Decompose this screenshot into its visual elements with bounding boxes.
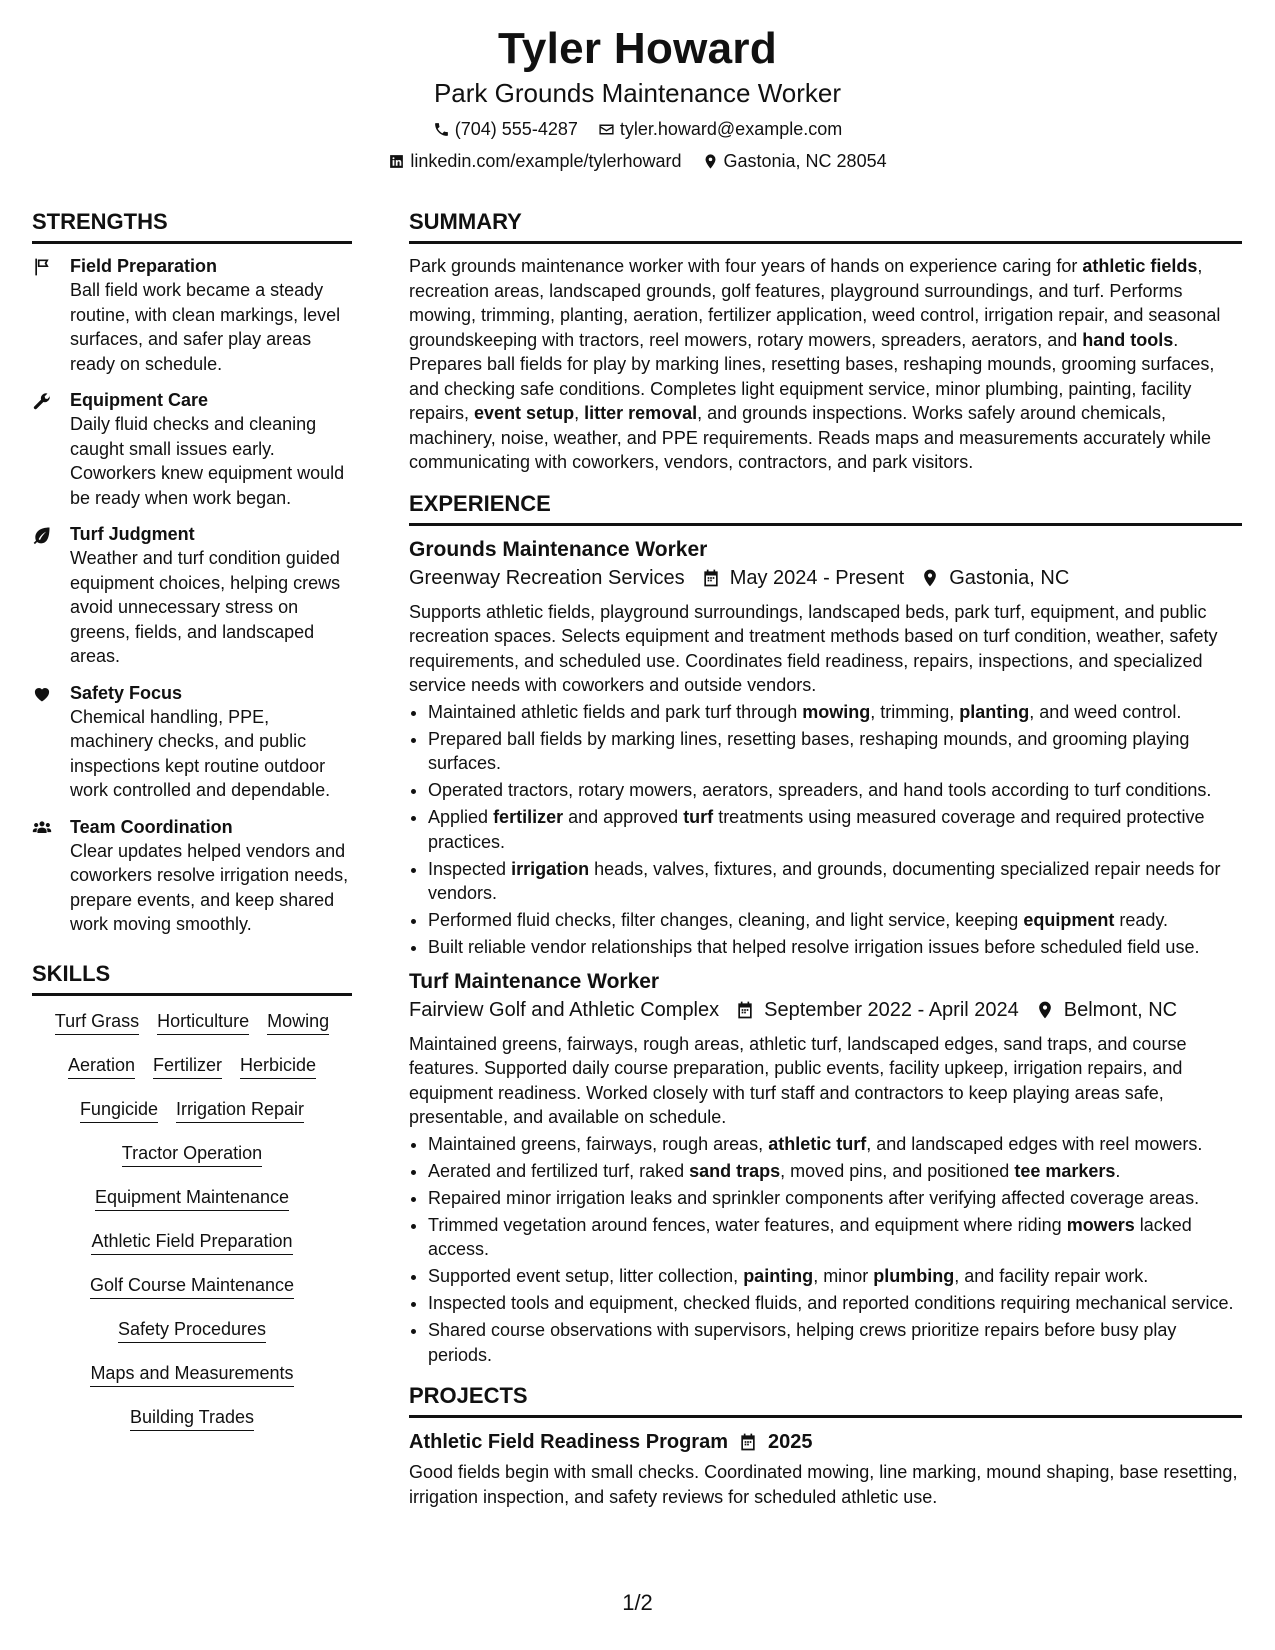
- job-bullet: • Maintained greens, fairways, rough areas, athletic turf, and landscaped edges with reel mowers.: [428, 1132, 1242, 1157]
- skill-tag: Tractor Operation: [122, 1142, 262, 1167]
- job-title: Turf Maintenance Worker: [409, 969, 660, 993]
- job-bullet: • Inspected irrigation heads, valves, fixtures, and grounds, documenting specialized repair needs for vendors.: [428, 857, 1242, 906]
- job-dates: May 2024 - Present: [729, 566, 905, 589]
- job-bullet: • Built reliable vendor relationships that helped resolve irrigation issues before scheduled field use.: [428, 935, 1242, 960]
- job-bullet: • Inspected tools and equipment, checked fluids, and reported conditions requiring mechanical service.: [428, 1291, 1242, 1316]
- job-meta: [409, 996, 1242, 1024]
- map-pin-icon: [702, 153, 719, 170]
- skill-tag: Athletic Field Preparation: [91, 1230, 292, 1255]
- strength-item: [32, 681, 352, 803]
- skills-heading: SKILLS: [32, 959, 352, 996]
- strengths-heading: STRENGTHS: [32, 207, 352, 244]
- location-item: [702, 150, 887, 172]
- job-dates: September 2022 - April 2024: [764, 998, 1019, 1021]
- strength-body: [70, 681, 352, 803]
- envelope-icon: [598, 121, 615, 138]
- strength-list: [32, 254, 352, 937]
- job-description: Maintained greens, fairways, rough areas, athletic turf, landscaped edges, sand traps, and course features. Supported daily course preparation, public events, facility upkeep, irrigation repairs, and equipment readiness. Worked closely with turf staff and contractors to keep playing areas safe, presentable, and available on schedule.: [409, 1033, 1187, 1127]
- strength-item: [32, 254, 352, 376]
- skills-list: [32, 1006, 352, 1431]
- summary-heading: SUMMARY: [409, 207, 1242, 244]
- linkedin-item[interactable]: [388, 150, 681, 172]
- strength-item: [32, 815, 352, 937]
- skill-row: [32, 1054, 352, 1079]
- strength-icon-wrap: [32, 522, 70, 669]
- flag-icon: [32, 257, 52, 277]
- strength-icon-wrap: [32, 815, 70, 937]
- projects-section: [409, 1381, 1242, 1509]
- linkedin-icon: [388, 153, 405, 170]
- skill-row: [32, 1406, 352, 1431]
- skill-row: [32, 1010, 352, 1035]
- job-meta: [409, 564, 1242, 592]
- projects-heading: PROJECTS: [409, 1381, 1242, 1418]
- strength-body: [70, 254, 352, 376]
- phone-text: (704) 555-4287: [454, 119, 578, 139]
- strength-title: Field Preparation: [70, 256, 218, 276]
- strength-icon-wrap: [32, 388, 70, 510]
- strength-icon-wrap: [32, 681, 70, 803]
- summary-text: Park grounds maintenance worker with four years of hands on experience caring for athletic fields, recreation areas, landscaped grounds, golf features, playground surroundings, and turf. Performs mowing, trimming, planting, aeration, fertilizer application, weed control, irrigation repair, and seasonal groundskeeping with tractors, reel mowers, rotary mowers, spreaders, aerators, and hand tools. Prepares ball fields for play by marking lines, resetting bases, reshaping mounds, grooming surfaces, and checking safe conditions. Completes light equipment service, minor plumbing, painting, facility repairs, event setup, litter removal, and grounds inspections. Works safely around chemicals, machinery, noise, weather, and PPE requirements. Reads maps and measurements accurately while communicating with coworkers, vendors, contractors, and park visitors.: [409, 256, 1221, 472]
- map-pin-icon: [1035, 1000, 1055, 1020]
- job-bullet: • Prepared ball fields by marking lines, resetting bases, reshaping mounds, and grooming playing surfaces.: [428, 727, 1242, 776]
- strength-desc: Daily fluid checks and cleaning caught small issues early. Coworkers knew equipment would be ready when work began.: [70, 414, 345, 508]
- project-year: 2025: [767, 1431, 813, 1453]
- calendar-icon: [738, 1432, 758, 1452]
- strength-desc: Clear updates helped vendors and coworkers resolve irrigation needs, prepare events, and keep shared work moving smoothly.: [70, 840, 349, 934]
- strength-title: Safety Focus: [70, 682, 183, 703]
- strength-icon-wrap: [32, 254, 70, 376]
- job-entry: [409, 968, 1242, 1368]
- strength-desc: Weather and turf condition guided equipment choices, helping crews avoid unnecessary stress on greens, fields, and landscaped areas.: [70, 548, 341, 666]
- job-location-item: [920, 564, 1069, 592]
- job-bullet: • Applied fertilizer and approved turf treatments using measured coverage and required protective practices.: [428, 805, 1242, 854]
- skill-row: [32, 1274, 352, 1299]
- job-bullet: • Trimmed vegetation around fences, water features, and equipment where riding mowers lacked access.: [428, 1213, 1242, 1262]
- strength-body: [70, 815, 352, 937]
- project-description: Good fields begin with small checks. Coordinated mowing, line marking, mound shaping, base resetting, irrigation inspection, and safety reviews for scheduled athletic use.: [409, 1462, 1238, 1507]
- skill-tag: Herbicide: [240, 1054, 316, 1079]
- location-text: Gastonia, NC 28054: [723, 151, 887, 171]
- strengths-section: [32, 207, 352, 937]
- skill-row: [32, 1362, 352, 1387]
- wrench-icon: [32, 391, 52, 411]
- linkedin-text: linkedin.com/example/tylerhoward: [410, 151, 682, 171]
- job-bullet: • Supported event setup, litter collection, painting, minor plumbing, and facility repair work.: [428, 1264, 1242, 1289]
- skill-row: [32, 1098, 352, 1123]
- skill-tag: Maps and Measurements: [90, 1362, 293, 1387]
- strength-item: [32, 388, 352, 510]
- strength-body: [70, 388, 352, 510]
- job-bullet: • Maintained athletic fields and park turf through mowing, trimming, planting, and weed control.: [428, 700, 1242, 725]
- job-dates-item: [701, 564, 905, 592]
- job-location: Belmont, NC: [1063, 998, 1178, 1021]
- job-bullet: • Shared course observations with supervisors, helping crews prioritize repairs before busy play periods.: [428, 1318, 1242, 1367]
- skill-row: [32, 1230, 352, 1255]
- job-location-item: [1035, 996, 1177, 1024]
- job-bullet: • Performed fluid checks, filter changes, cleaning, and light service, keeping equipment ready.: [428, 908, 1242, 933]
- job-company: Fairview Golf and Athletic Complex: [409, 998, 720, 1021]
- project-title: Athletic Field Readiness Program: [409, 1431, 728, 1453]
- leaf-icon: [32, 525, 52, 545]
- calendar-icon: [735, 1000, 755, 1020]
- contact-row-1: [0, 118, 1275, 140]
- phone-icon: [433, 121, 450, 138]
- job-location: Gastonia, NC: [949, 566, 1070, 589]
- left-column: [32, 207, 352, 1450]
- jobs-list: [409, 536, 1242, 1368]
- skill-tag: Safety Procedures: [118, 1318, 266, 1343]
- job-entry: [409, 536, 1242, 960]
- heart-icon: [32, 684, 52, 704]
- skill-row: [32, 1318, 352, 1343]
- summary-section: [409, 207, 1242, 475]
- experience-heading: EXPERIENCE: [409, 489, 1242, 526]
- strength-title: Equipment Care: [70, 390, 209, 410]
- candidate-title: Park Grounds Maintenance Worker: [433, 78, 842, 108]
- strength-desc: Ball field work became a steady routine, with clean markings, level surfaces, and safer play areas ready on schedule.: [70, 280, 341, 374]
- job-dates-item: [735, 996, 1019, 1024]
- project-title-row: [409, 1428, 1242, 1456]
- right-column: [409, 207, 1242, 1521]
- job-bullets: [409, 700, 1242, 960]
- skill-tag: Turf Grass: [55, 1010, 139, 1035]
- email-text: tyler.howard@example.com: [619, 119, 843, 139]
- calendar-icon: [701, 568, 721, 588]
- job-bullet: • Aerated and fertilized turf, raked sand traps, moved pins, and positioned tee markers.: [428, 1159, 1242, 1184]
- skill-tag: Irrigation Repair: [176, 1098, 304, 1123]
- strength-body: [70, 522, 352, 669]
- map-pin-icon: [920, 568, 940, 588]
- strength-title: Turf Judgment: [70, 524, 195, 544]
- project-entry: [409, 1428, 1242, 1509]
- skill-tag: Golf Course Maintenance: [90, 1274, 294, 1299]
- skill-tag: Aeration: [68, 1054, 135, 1079]
- candidate-name: Tyler Howard: [497, 24, 778, 73]
- skill-tag: Equipment Maintenance: [95, 1186, 289, 1211]
- strength-title: Team Coordination: [70, 816, 233, 837]
- job-company: Greenway Recreation Services: [409, 566, 685, 589]
- skill-tag: Fungicide: [80, 1098, 158, 1123]
- skill-tag: Fertilizer: [153, 1054, 222, 1079]
- job-description: Supports athletic fields, playground surroundings, landscaped beds, park turf, equipment, and public recreation spaces. Selects equipment and treatment methods based on turf condition, weather, safety requirements, and scheduled use. Coordinates field readiness, repairs, inspections, and specialized service needs with coworkers and outside vendors.: [409, 601, 1218, 695]
- resume-header: [0, 22, 1275, 172]
- experience-section: [409, 489, 1242, 1368]
- projects-list: [409, 1428, 1242, 1509]
- users-icon: [32, 818, 52, 838]
- job-bullet: • Operated tractors, rotary mowers, aerators, spreaders, and hand tools according to turf conditions.: [428, 778, 1242, 803]
- skills-section: [32, 959, 352, 1431]
- contact-row-2: [0, 150, 1275, 172]
- phone-item[interactable]: [433, 118, 578, 140]
- job-title: Grounds Maintenance Worker: [409, 537, 708, 561]
- skill-row: [32, 1142, 352, 1167]
- job-bullet: • Repaired minor irrigation leaks and sprinkler components after verifying affected coverage areas.: [428, 1186, 1242, 1211]
- strength-desc: Chemical handling, PPE, machinery checks, and public inspections kept routine outdoor work controlled and dependable.: [70, 706, 331, 800]
- job-bullets: [409, 1132, 1242, 1368]
- skill-row: [32, 1186, 352, 1211]
- skill-tag: Building Trades: [130, 1406, 254, 1431]
- email-item[interactable]: [598, 118, 842, 140]
- strength-item: [32, 522, 352, 669]
- page-number: 1/2: [622, 1590, 653, 1615]
- skill-tag: Mowing: [267, 1010, 329, 1035]
- skill-tag: Horticulture: [157, 1010, 249, 1035]
